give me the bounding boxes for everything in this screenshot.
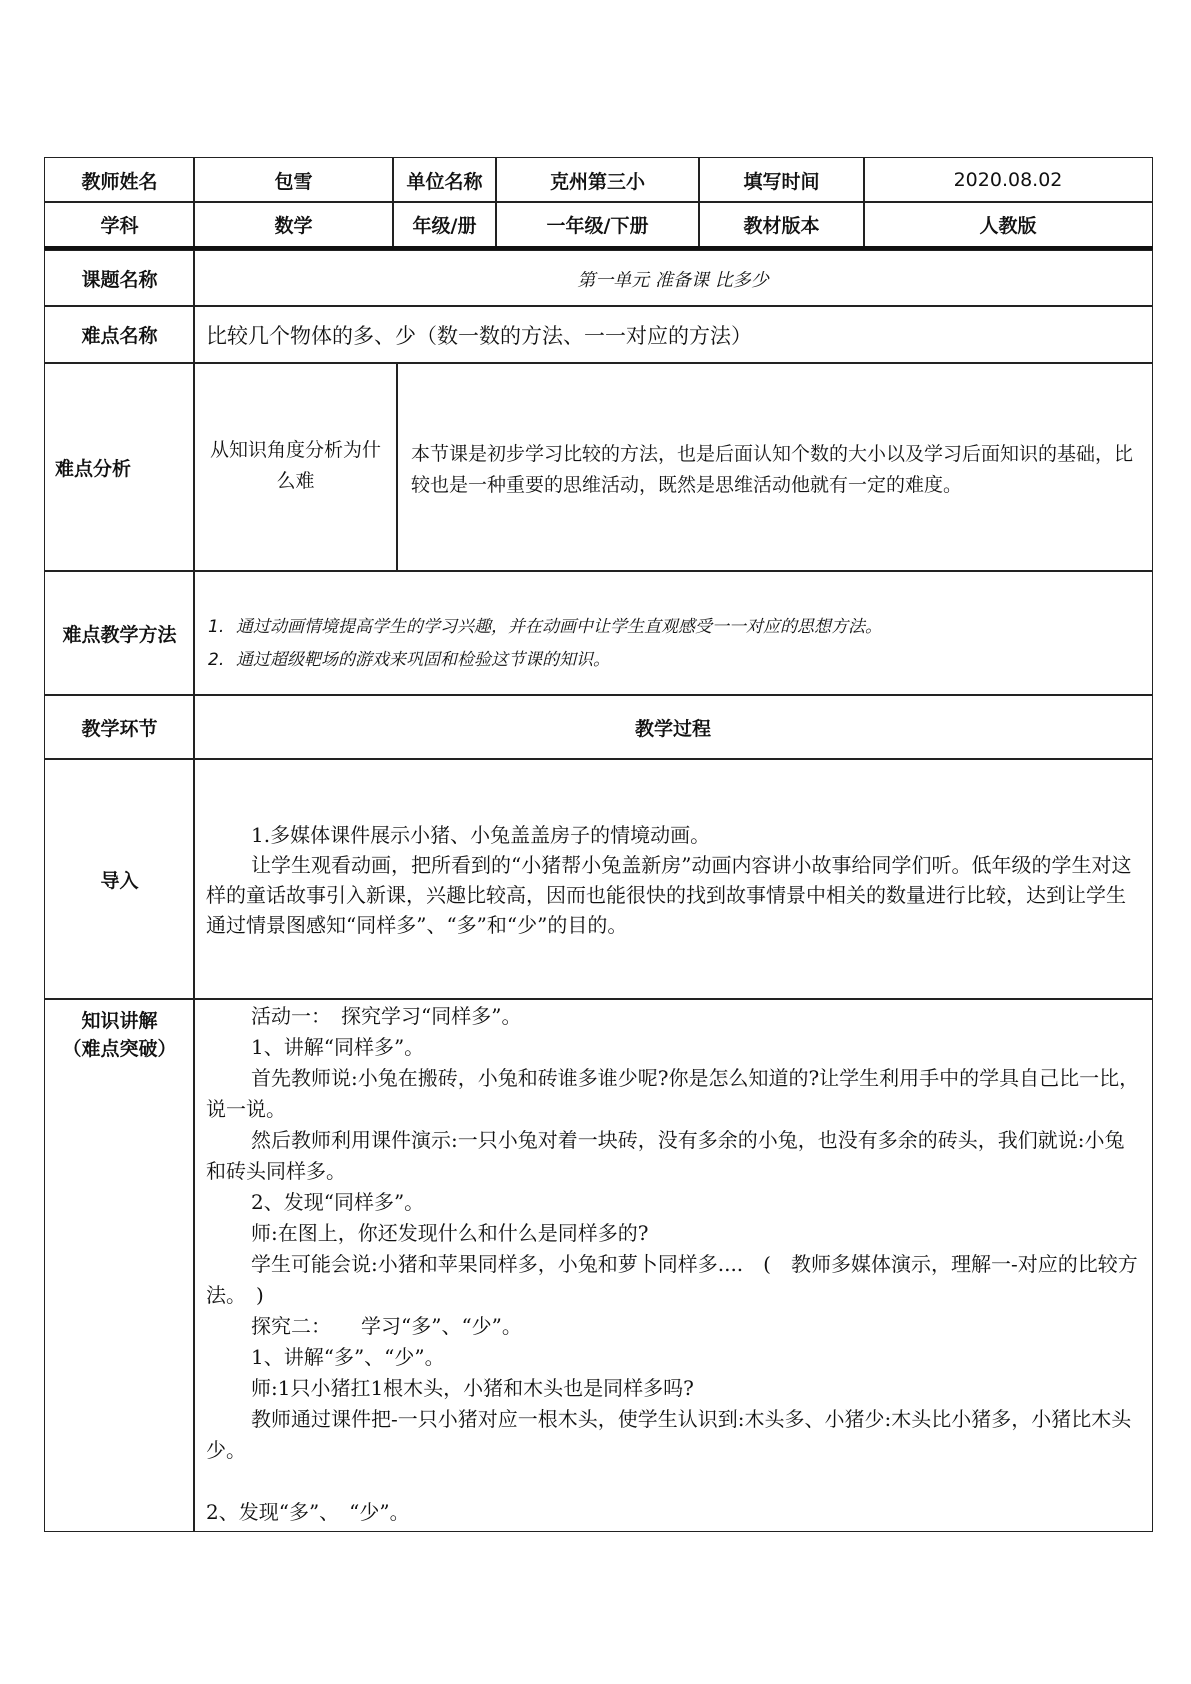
subject-label: 学科 bbox=[44, 201, 195, 247]
method-text: 通过动画情境提高学生的学习兴趣，并在动画中让学生直观感受一一对应的思想方法。 bbox=[236, 617, 882, 637]
process-value: 教学过程 bbox=[193, 694, 1153, 760]
grade-label: 年级/册 bbox=[392, 201, 497, 247]
knowledge-paragraph: 1、讲解“多”、“少”。 bbox=[251, 1345, 445, 1369]
analysis-sub-label: 从知识角度分析为什么难 bbox=[193, 362, 398, 572]
knowledge-text bbox=[206, 1001, 1141, 1528]
knowledge-paragraph: 1、讲解“同样多”。 bbox=[251, 1035, 425, 1059]
knowledge-label-line2: （难点突破） bbox=[62, 1038, 177, 1060]
intro-text bbox=[206, 820, 1141, 940]
method-text: 通过超级靶场的游戏来巩固和检验这节课的知识。 bbox=[236, 650, 610, 670]
difficulty-value: 比较几个物体的多、少（数一数的方法、一一对应的方法） bbox=[193, 305, 1153, 364]
edition-value: 人教版 bbox=[863, 201, 1153, 247]
knowledge-paragraph: 首先教师说:小兔在搬砖，小兔和砖谁多谁少呢?你是怎么知道的?让学生利用手中的学具自己比一比，说一说。 bbox=[206, 1066, 1140, 1121]
method-item bbox=[208, 612, 1138, 637]
intro-paragraph: 1.多媒体课件展示小猪、小兔盖盖房子的情境动画。 bbox=[251, 823, 711, 847]
teacher-value: 包雪 bbox=[193, 157, 394, 203]
knowledge-paragraph: 2、发现“多”、 “少”。 bbox=[206, 1500, 410, 1524]
knowledge-paragraph: 师:在图上，你还发现什么和什么是同样多的? bbox=[251, 1221, 649, 1245]
knowledge-label bbox=[44, 998, 195, 1532]
knowledge-paragraph: 学生可能会说:小猪和苹果同样多，小兔和萝卜同样多.... ( 教师多媒体演示，理解一-对应的比较方法。 ) bbox=[206, 1252, 1138, 1307]
grade-value: 一年级/下册 bbox=[495, 201, 700, 247]
edition-label: 教材版本 bbox=[698, 201, 865, 247]
knowledge-paragraph: 师:1只小猪扛1根木头，小猪和木头也是同样多吗? bbox=[251, 1376, 694, 1400]
process-label: 教学环节 bbox=[44, 694, 195, 760]
unit-value: 克州第三小 bbox=[495, 157, 700, 203]
topic-value: 第一单元 准备课 比多少 bbox=[193, 250, 1153, 307]
method-number: 1. bbox=[208, 617, 225, 637]
knowledge-paragraph: 探究二： 学习“多”、“少”。 bbox=[251, 1314, 522, 1338]
knowledge-paragraph: 2、发现“同样多”。 bbox=[251, 1190, 425, 1214]
analysis-label: 难点分析 bbox=[44, 362, 195, 572]
method-item bbox=[208, 645, 1138, 670]
methods-list bbox=[208, 612, 1138, 678]
methods-label: 难点教学方法 bbox=[44, 570, 195, 696]
unit-label: 单位名称 bbox=[392, 157, 497, 203]
knowledge-label-line1: 知识讲解 bbox=[81, 1010, 158, 1032]
knowledge-paragraph: 活动一： 探究学习“同样多”。 bbox=[251, 1004, 522, 1028]
topic-label: 课题名称 bbox=[44, 250, 195, 307]
difficulty-label: 难点名称 bbox=[44, 305, 195, 364]
knowledge-paragraph: 教师通过课件把-一只小猪对应一根木头，使学生认识到:木头多、小猪少:木头比小猪多，小猪比木头少。 bbox=[206, 1407, 1132, 1462]
date-value: 2020.08.02 bbox=[863, 157, 1153, 203]
date-label: 填写时间 bbox=[698, 157, 865, 203]
analysis-text: 本节课是初步学习比较的方法，也是后面认知个数的大小以及学习后面知识的基础，比较也是一种重要的思维活动，既然是思维活动他就有一定的难度。 bbox=[396, 362, 1153, 572]
intro-label: 导入 bbox=[44, 758, 195, 1000]
teacher-label: 教师姓名 bbox=[44, 157, 195, 203]
intro-paragraph: 让学生观看动画，把所看到的“小猪帮小兔盖新房”动画内容讲小故事给同学们听。低年级的学生对这样的童话故事引入新课，兴趣比较高，因而也能很快的找到故事情景中相关的数量进行比较，达到让学生通过情景图感知“同样多”、“多”和“少”的目的。 bbox=[206, 853, 1132, 937]
knowledge-paragraph: 然后教师利用课件演示:一只小兔对着一块砖，没有多余的小兔，也没有多余的砖头，我们就说:小兔和砖头同样多。 bbox=[206, 1128, 1125, 1183]
subject-value: 数学 bbox=[193, 201, 394, 247]
method-number: 2. bbox=[208, 650, 225, 670]
